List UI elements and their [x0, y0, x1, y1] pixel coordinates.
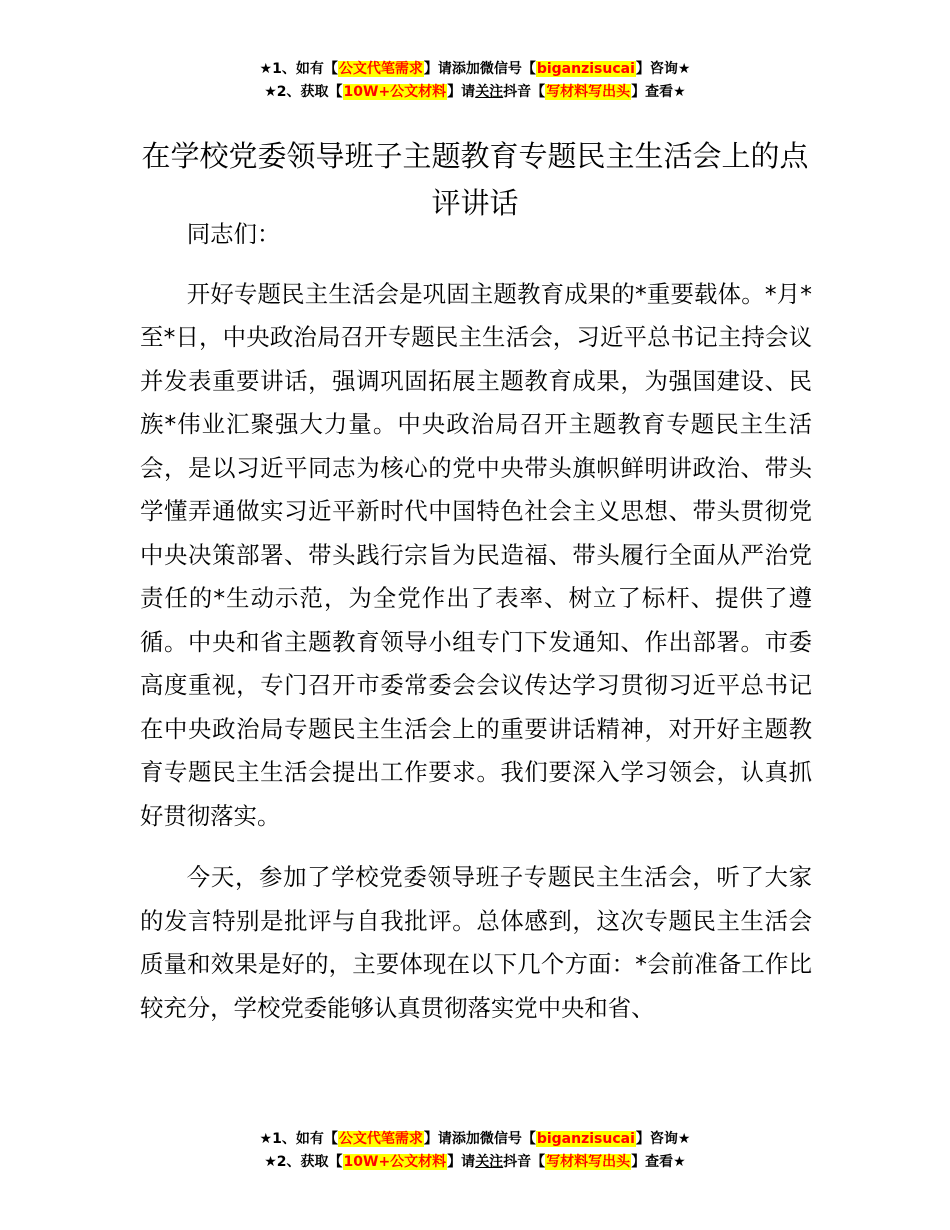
document-body: [140, 213, 812, 1048]
promo-text: 微信号【: [479, 61, 536, 77]
promo-text: 】查看★: [631, 84, 686, 100]
promo-emphasis: 关注: [475, 1154, 504, 1170]
promo-highlight-wechat: biganzisucai: [536, 1131, 635, 1147]
promo-text: ★2、获取【: [264, 1154, 343, 1170]
promo-text: ★1、如有: [259, 61, 324, 77]
promo-text: 【: [323, 61, 338, 77]
promo-highlight-materials: 10W+公文材料: [343, 1154, 447, 1170]
document-title: 在学校党委领导班子主题教育专题民主生活会上的点评讲话: [141, 139, 809, 221]
promo-line-2: [0, 1151, 950, 1174]
promo-text: 微信号【: [479, 1131, 536, 1147]
promo-highlight-douyin: 写材料写出头: [546, 1154, 631, 1170]
promo-emphasis: 添加: [451, 1131, 480, 1147]
promo-text: 】请: [447, 1154, 476, 1170]
promo-text: 】请: [423, 1131, 452, 1147]
promo-emphasis: 关注: [475, 84, 504, 100]
paragraph-1: 开好专题民主生活会是巩固主题教育成果的*重要载体。*月*至*日，中央政治局召开专题民主生活会，习近平总书记主持会议并发表重要讲话，强调巩固拓展主题教育成果，为强国建设、民族*伟业汇聚强大力量。中央政治局召开主题教育专题民主生活会，是以习近平同志为核心的党中央带头旗帜鲜明讲政治、带头学懂弄通做实习近平新时代中国特色社会主义思想、带头贯彻党中央决策部署、带头践行宗旨为民造福、带头履行全面从严治党责任的*生动示范，为全党作出了表率、树立了标杆、提供了遵循。中央和省主题教育领导小组专门下发通知、作出部署。市委高度重视，专门召开市委常委会会议传达学习贯彻习近平总书记在中央政治局专题民主生活会上的重要讲话精神，对开好主题教育专题民主生活会提出工作要求。我们要深入学习领会，认真抓好贯彻落实。: [140, 279, 812, 830]
promo-line-2: [0, 81, 950, 104]
promo-highlight-materials: 10W+公文材料: [343, 84, 447, 100]
promo-text: 】请: [447, 84, 476, 100]
header-promo-banner: [0, 58, 950, 104]
promo-text: 抖音【: [503, 1154, 546, 1170]
promo-line-1: [0, 1128, 950, 1151]
promo-text: ★2、获取【: [264, 84, 343, 100]
promo-text: 抖音【: [503, 84, 546, 100]
promo-highlight-service: 公文代笔需求: [338, 61, 423, 77]
paragraph-2: 今天，参加了学校党委领导班子专题民主生活会，听了大家的发言特别是批评与自我批评。总体感到，这次专题民主生活会质量和效果是好的，主要体现在以下几个方面：*会前准备工作比较充分，学校党委能够认真贯彻落实党中央和省、: [140, 863, 812, 1022]
promo-text: 】查看★: [631, 1154, 686, 1170]
footer-promo-banner: [0, 1128, 950, 1174]
promo-highlight-wechat: biganzisucai: [536, 61, 635, 77]
promo-text: 【: [323, 1131, 338, 1147]
promo-text: ★1、如有: [259, 1131, 324, 1147]
promo-line-1: [0, 58, 950, 81]
promo-emphasis: 添加: [451, 61, 480, 77]
promo-text: 】咨询★: [635, 1131, 691, 1147]
promo-text: 】咨询★: [635, 61, 691, 77]
salutation: 同志们：: [186, 220, 281, 248]
promo-text: 】请: [423, 61, 452, 77]
promo-highlight-service: 公文代笔需求: [338, 1131, 423, 1147]
promo-highlight-douyin: 写材料写出头: [546, 84, 631, 100]
